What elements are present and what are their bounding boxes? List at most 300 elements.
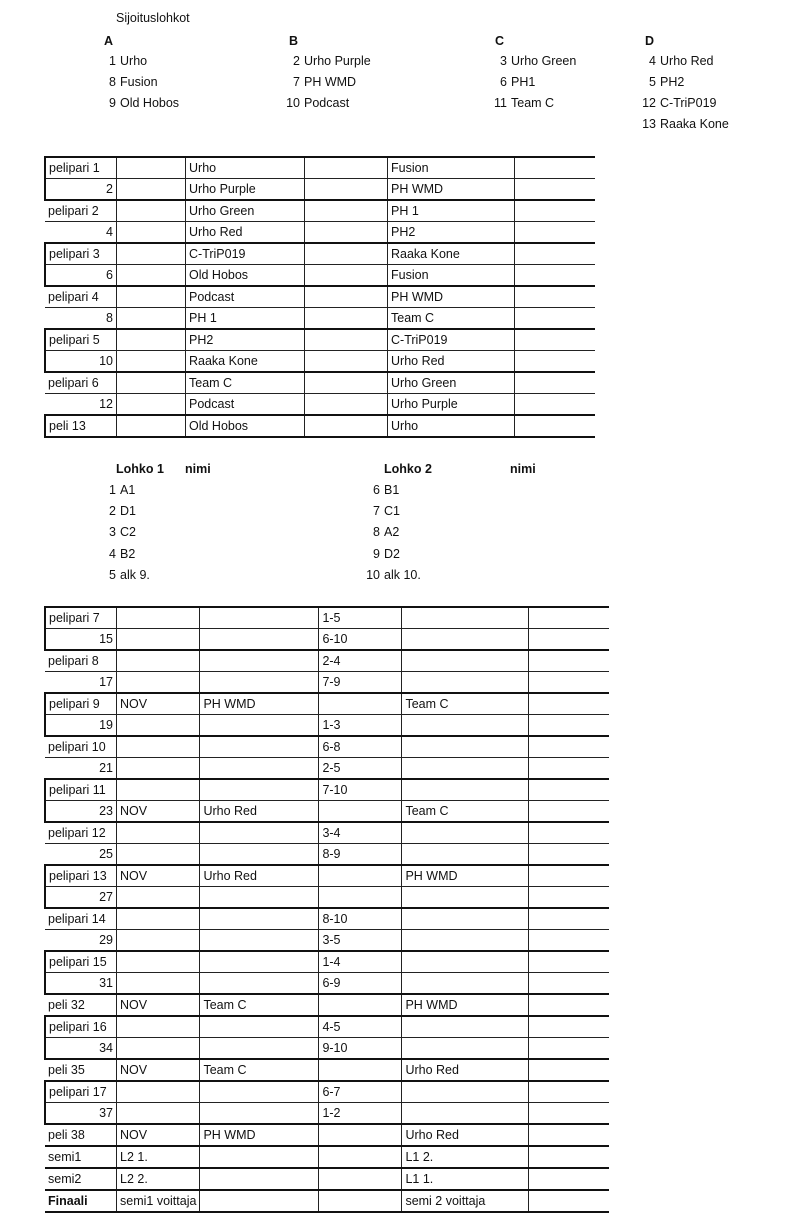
game-label: peli 13 (45, 415, 117, 437)
table-cell (402, 822, 529, 844)
block-value: C1 (384, 504, 400, 519)
table-cell: semi 2 voittaja (402, 1190, 529, 1212)
table-cell (402, 650, 529, 672)
table-cell (305, 200, 388, 222)
table-cell (402, 672, 529, 694)
seed-number: 4 (649, 54, 656, 68)
table-cell (305, 351, 388, 373)
team-name: Podcast (304, 96, 350, 110)
seeding-team (636, 53, 714, 69)
table-cell (117, 1038, 200, 1060)
game-label: pelipari 1 (45, 157, 117, 179)
lohko1-item (96, 482, 135, 498)
block-value: B2 (120, 546, 136, 561)
table-cell (117, 372, 186, 394)
table-cell (515, 329, 596, 351)
table-cell: Urho Red (186, 222, 305, 244)
table-cell (529, 1103, 610, 1125)
game-label: pelipari 7 (45, 607, 117, 629)
table-cell: Raaka Kone (186, 351, 305, 373)
lohko1-item (96, 524, 136, 540)
seeding-team (280, 53, 371, 69)
table-cell (529, 1168, 610, 1190)
table-cell: 6-10 (319, 629, 402, 651)
block-number: 7 (373, 504, 380, 519)
table-cell: semi1 voittaja (117, 1190, 200, 1212)
table-row (45, 779, 609, 801)
table-cell (529, 758, 610, 780)
table-cell (402, 715, 529, 737)
team-name: Team C (511, 96, 555, 110)
table-cell (305, 179, 388, 201)
table-cell (402, 758, 529, 780)
table-cell (319, 994, 402, 1016)
game-label: pelipari 10 (45, 736, 117, 758)
table-cell: PH WMD (402, 994, 529, 1016)
table-row (45, 887, 609, 909)
table-cell (515, 351, 596, 373)
table-cell (319, 1168, 402, 1190)
seeding-team (280, 74, 356, 90)
seeding-group-header: A (104, 34, 114, 48)
table-cell (529, 607, 610, 629)
table-cell (529, 1016, 610, 1038)
table-cell (305, 286, 388, 308)
table-cell: Team C (402, 693, 529, 715)
seeding-team (96, 95, 179, 111)
table-cell (529, 887, 610, 909)
table-cell: 6-9 (319, 973, 402, 995)
game-number: 19 (45, 715, 117, 737)
table-cell (402, 908, 529, 930)
seeding-team (487, 74, 535, 90)
table-row (45, 1016, 609, 1038)
table-cell (319, 887, 402, 909)
table-row (45, 908, 609, 930)
table-cell (515, 265, 596, 287)
table-cell (402, 736, 529, 758)
table-cell: NOV (117, 1059, 200, 1081)
table-row (45, 865, 609, 887)
table-cell (117, 308, 186, 330)
table-row (45, 607, 609, 629)
seed-number: 11 (494, 96, 507, 110)
table-row (45, 222, 595, 244)
table-cell (402, 629, 529, 651)
table-row (45, 994, 609, 1016)
table-cell: 4-5 (319, 1016, 402, 1038)
table-cell (305, 222, 388, 244)
game-number: 34 (45, 1038, 117, 1060)
lohko2-item (360, 482, 399, 498)
table-cell (117, 1081, 200, 1103)
table-cell (305, 243, 388, 265)
table-cell (529, 1038, 610, 1060)
table-cell (117, 758, 200, 780)
table-cell: Old Hobos (186, 265, 305, 287)
table-cell: Urho Purple (186, 179, 305, 201)
seed-number: 3 (500, 54, 507, 68)
lohko1-item (96, 546, 135, 562)
seeding-team (636, 95, 717, 111)
seed-number: 2 (293, 54, 300, 68)
table-cell (402, 1081, 529, 1103)
table-cell (529, 930, 610, 952)
table-cell (402, 1103, 529, 1125)
table-cell: C-TriP019 (186, 243, 305, 265)
table-cell (515, 222, 596, 244)
game-label: semi1 (45, 1146, 117, 1168)
table-cell (305, 394, 388, 416)
table-cell (200, 779, 319, 801)
seeding-team (96, 74, 158, 90)
seeding-team (487, 53, 576, 69)
table-cell (402, 1016, 529, 1038)
table-cell (319, 865, 402, 887)
seed-number: 9 (109, 96, 116, 110)
table-cell (529, 715, 610, 737)
table-cell (117, 779, 200, 801)
team-name: Urho Green (511, 54, 577, 68)
table-row (45, 351, 595, 373)
table-row (45, 372, 595, 394)
lohko1-item (96, 567, 150, 583)
team-name: Urho Red (660, 54, 714, 68)
table-cell: Team C (200, 1059, 319, 1081)
table-cell: 6-8 (319, 736, 402, 758)
block-value: C2 (120, 525, 136, 540)
seed-number: 13 (642, 117, 656, 131)
game-label: pelipari 4 (45, 286, 117, 308)
table-cell: Team C (402, 801, 529, 823)
lohko1-header: Lohko 1 (116, 462, 164, 476)
table-cell: Podcast (186, 286, 305, 308)
table-cell: 3-5 (319, 930, 402, 952)
table-cell: 7-10 (319, 779, 402, 801)
table-cell: PH 1 (186, 308, 305, 330)
table-cell (117, 179, 186, 201)
table-cell (200, 908, 319, 930)
table-row (45, 736, 609, 758)
table-cell: Team C (200, 994, 319, 1016)
lohko2-item (360, 567, 421, 583)
table-cell (200, 887, 319, 909)
game-label: peli 38 (45, 1124, 117, 1146)
block-number: 3 (109, 525, 116, 540)
game-label: pelipari 5 (45, 329, 117, 351)
seeding-team (487, 95, 554, 111)
table-cell (529, 1124, 610, 1146)
table-row (45, 394, 595, 416)
game-number: 15 (45, 629, 117, 651)
table-cell (117, 1016, 200, 1038)
table-cell (117, 265, 186, 287)
table-cell (529, 844, 610, 866)
table-cell (402, 607, 529, 629)
table-row (45, 715, 609, 737)
table-cell: Team C (186, 372, 305, 394)
seed-number: 1 (109, 54, 116, 68)
game-number: 25 (45, 844, 117, 866)
team-name: PH WMD (304, 75, 357, 89)
table-row (45, 822, 609, 844)
game-number: 37 (45, 1103, 117, 1125)
table-cell: Urho (388, 415, 515, 437)
table-cell: L1 1. (402, 1168, 529, 1190)
table-cell: NOV (117, 693, 200, 715)
table-cell (319, 801, 402, 823)
table-cell (117, 822, 200, 844)
table-cell (200, 650, 319, 672)
table-row (45, 1081, 609, 1103)
table-cell (200, 822, 319, 844)
seed-number: 5 (649, 75, 656, 89)
table-row (45, 758, 609, 780)
table-cell (319, 1059, 402, 1081)
table-row (45, 930, 609, 952)
table-row (45, 650, 609, 672)
lohko1-name-header: nimi (185, 462, 211, 476)
table-cell (117, 908, 200, 930)
table-cell (515, 179, 596, 201)
game-number: 8 (45, 308, 117, 330)
block-number: 1 (109, 483, 116, 497)
table-cell: PH 1 (388, 200, 515, 222)
table-cell (529, 779, 610, 801)
table-cell: 1-2 (319, 1103, 402, 1125)
table-cell (200, 973, 319, 995)
table-cell: 6-7 (319, 1081, 402, 1103)
table-cell (117, 394, 186, 416)
table-cell (200, 607, 319, 629)
table-cell (117, 200, 186, 222)
table-cell (305, 329, 388, 351)
table-cell (515, 200, 596, 222)
table-row (45, 200, 595, 222)
game-number: 17 (45, 672, 117, 694)
table-cell: 2-5 (319, 758, 402, 780)
table-cell (200, 758, 319, 780)
table-cell: PH WMD (388, 286, 515, 308)
block-value: D1 (120, 504, 136, 519)
table-cell (117, 715, 200, 737)
table-cell (515, 243, 596, 265)
table-cell (515, 394, 596, 416)
table-cell (529, 801, 610, 823)
table-row (45, 1190, 609, 1212)
table-row (45, 265, 595, 287)
table-cell: PH2 (388, 222, 515, 244)
table-cell (319, 693, 402, 715)
table-cell: Team C (388, 308, 515, 330)
table-cell (305, 372, 388, 394)
seed-number: 8 (109, 75, 116, 89)
table-cell (200, 736, 319, 758)
block-number: 6 (373, 483, 380, 497)
lohko1-item (96, 503, 136, 519)
table-cell (402, 973, 529, 995)
table-row (45, 286, 595, 308)
table-cell (117, 607, 200, 629)
table-cell: Urho Red (200, 801, 319, 823)
block-value: alk 10. (384, 567, 421, 582)
game-label: pelipari 8 (45, 650, 117, 672)
table-cell (305, 265, 388, 287)
table-cell: NOV (117, 801, 200, 823)
table-cell (402, 887, 529, 909)
table-cell (117, 887, 200, 909)
seeding-team (96, 53, 147, 69)
table-row (45, 1059, 609, 1081)
table-cell (117, 844, 200, 866)
game-label: pelipari 12 (45, 822, 117, 844)
table-row (45, 1038, 609, 1060)
team-name: PH1 (511, 75, 536, 89)
seeding-team (636, 116, 729, 132)
game-number: 27 (45, 887, 117, 909)
table-row (45, 1168, 609, 1190)
seeding-team (280, 95, 349, 111)
table-row (45, 157, 595, 179)
table-row (45, 1146, 609, 1168)
table-cell (117, 1103, 200, 1125)
table-cell (529, 951, 610, 973)
table-cell (402, 930, 529, 952)
table-cell (515, 415, 596, 437)
table-cell (529, 865, 610, 887)
lohko2-item (360, 503, 400, 519)
seeding-group-header: D (645, 34, 655, 48)
game-number: 2 (45, 179, 117, 201)
game-number: 23 (45, 801, 117, 823)
table-row (45, 329, 595, 351)
table-cell (305, 308, 388, 330)
table-cell: Urho (186, 157, 305, 179)
game-number: 12 (45, 394, 117, 416)
table-cell: Urho Red (402, 1059, 529, 1081)
game-label: pelipari 2 (45, 200, 117, 222)
table-row (45, 415, 595, 437)
table-cell (515, 286, 596, 308)
game-label: pelipari 11 (45, 779, 117, 801)
block-number: 5 (109, 567, 116, 582)
lohko2-name-header: nimi (510, 462, 536, 476)
table-cell (117, 415, 186, 437)
table-cell (529, 1146, 610, 1168)
table-cell: PH WMD (200, 1124, 319, 1146)
table-cell: 2-4 (319, 650, 402, 672)
table-cell (200, 1168, 319, 1190)
table-cell: Urho Green (186, 200, 305, 222)
table-cell (117, 973, 200, 995)
block-value: A1 (120, 483, 136, 497)
table-cell (515, 308, 596, 330)
table-cell (529, 650, 610, 672)
table-cell (200, 672, 319, 694)
game-label: Finaali (45, 1190, 117, 1212)
table-cell (402, 951, 529, 973)
block-number: 10 (366, 567, 380, 582)
table-cell (529, 1059, 610, 1081)
table-row (45, 951, 609, 973)
game-number: 10 (45, 351, 117, 373)
table-row (45, 243, 595, 265)
block-value: B1 (384, 483, 400, 497)
game-label: pelipari 15 (45, 951, 117, 973)
game-label: semi2 (45, 1168, 117, 1190)
table-cell (529, 994, 610, 1016)
table-cell: L1 2. (402, 1146, 529, 1168)
table-cell (529, 973, 610, 995)
game-number: 6 (45, 265, 117, 287)
table-cell (515, 157, 596, 179)
table-cell (529, 908, 610, 930)
table-cell (529, 822, 610, 844)
team-name: Old Hobos (120, 96, 180, 110)
table-cell (305, 157, 388, 179)
table-cell (529, 736, 610, 758)
table-cell: Urho Purple (388, 394, 515, 416)
game-label: pelipari 6 (45, 372, 117, 394)
game-number: 4 (45, 222, 117, 244)
table-cell (515, 372, 596, 394)
game-number: 21 (45, 758, 117, 780)
table-cell (319, 1124, 402, 1146)
table-cell (200, 1016, 319, 1038)
table-row (45, 179, 595, 201)
table-row (45, 1124, 609, 1146)
schedule-table-2 (44, 606, 609, 1213)
table-cell: 8-10 (319, 908, 402, 930)
team-name: C-TriP019 (660, 96, 717, 110)
seed-number: 10 (286, 96, 300, 110)
table-row (45, 801, 609, 823)
table-cell: Urho Red (200, 865, 319, 887)
table-cell (200, 844, 319, 866)
table-row (45, 629, 609, 651)
game-label: pelipari 9 (45, 693, 117, 715)
game-label: pelipari 16 (45, 1016, 117, 1038)
game-label: pelipari 17 (45, 1081, 117, 1103)
seed-number: 7 (293, 75, 300, 89)
table-row (45, 844, 609, 866)
table-cell (529, 629, 610, 651)
table-row (45, 672, 609, 694)
table-row (45, 1103, 609, 1125)
game-label: pelipari 13 (45, 865, 117, 887)
table-cell (200, 1190, 319, 1212)
game-number: 29 (45, 930, 117, 952)
table-cell: L2 2. (117, 1168, 200, 1190)
table-cell: Urho Red (402, 1124, 529, 1146)
block-value: A2 (384, 525, 400, 540)
seeding-group-header: C (495, 34, 505, 48)
team-name: Fusion (120, 75, 158, 89)
game-number: 31 (45, 973, 117, 995)
table-cell (117, 351, 186, 373)
block-number: 4 (109, 546, 116, 561)
table-cell: Fusion (388, 157, 515, 179)
table-cell (117, 243, 186, 265)
seeding-title: Sijoituslohkot (116, 11, 190, 25)
table-cell: NOV (117, 1124, 200, 1146)
table-cell (529, 693, 610, 715)
table-cell: NOV (117, 865, 200, 887)
table-cell (529, 1190, 610, 1212)
block-value: alk 9. (120, 567, 150, 582)
table-cell: 1-3 (319, 715, 402, 737)
table-row (45, 308, 595, 330)
